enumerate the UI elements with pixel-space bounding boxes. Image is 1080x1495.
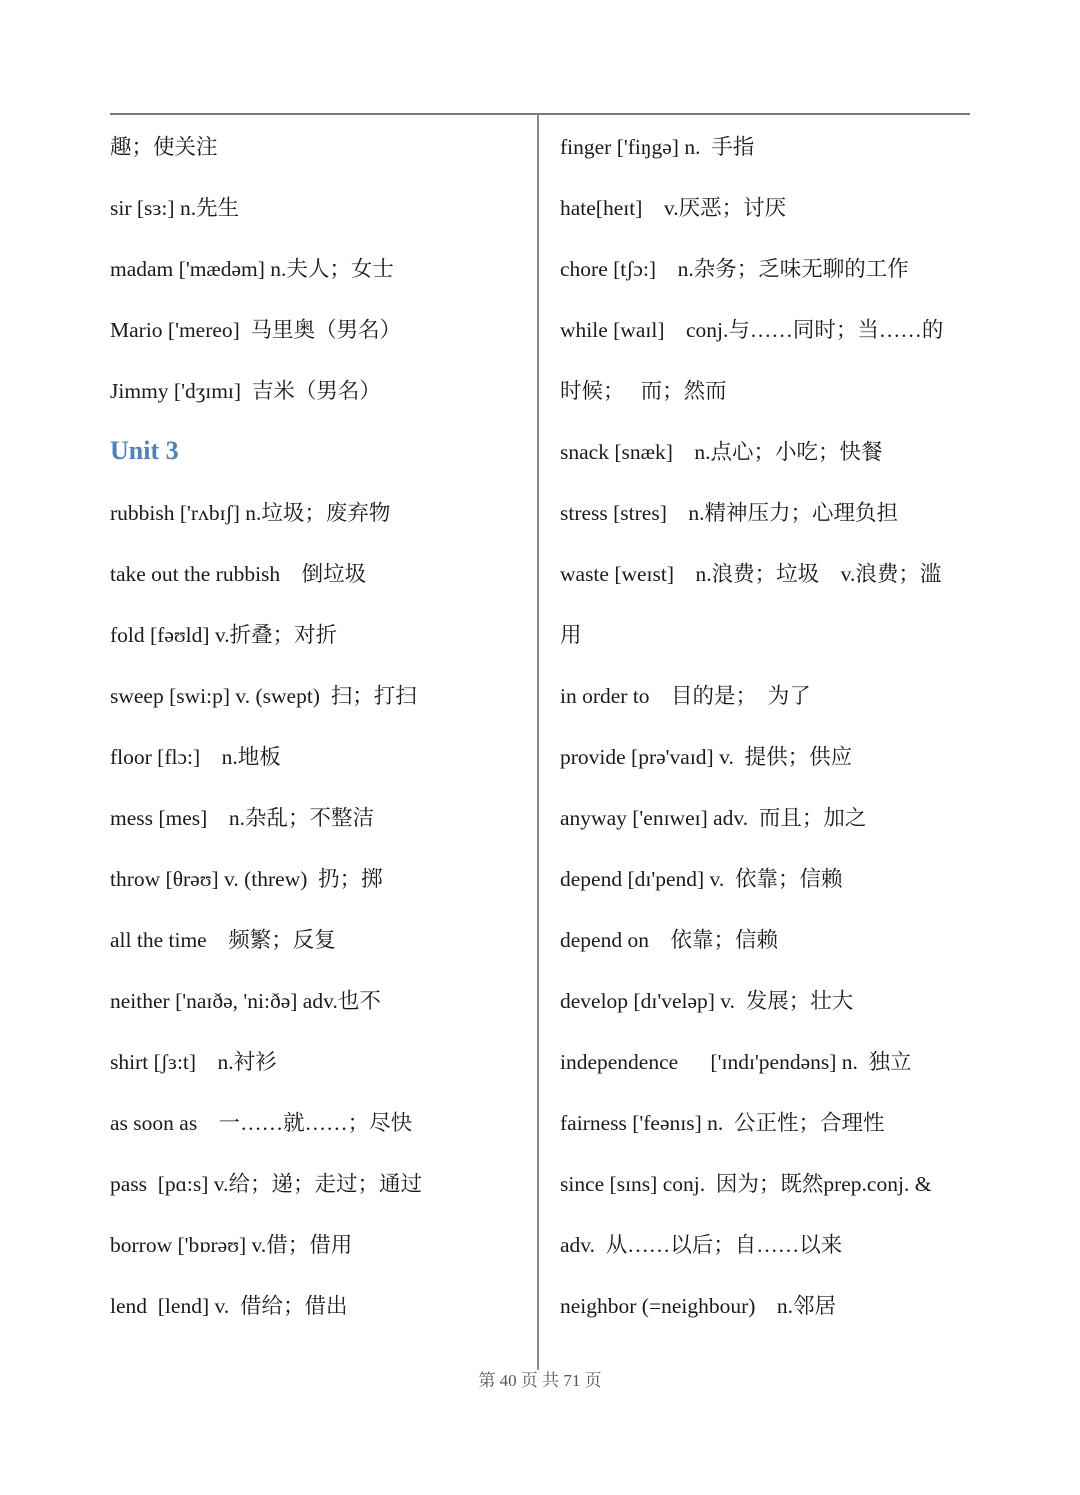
vocab-entry: shirt [ʃɜ:t] n.衬衫 <box>110 1050 277 1074</box>
vocab-entry: hate[heɪt] v.厌恶；讨厌 <box>560 196 787 220</box>
vocab-entry: fairness ['feənɪs] n. 公正性；合理性 <box>560 1111 885 1135</box>
vocab-entry: fold [fəʊld] v.折叠；对折 <box>110 623 338 647</box>
page-number-footer: 第 40 页 共 71 页 <box>478 1371 602 1390</box>
vocab-entry: Jimmy ['dʒɪmɪ] 吉米（男名） <box>110 379 381 403</box>
vocab-entry: chore [tʃɔ:] n.杂务；乏味无聊的工作 <box>560 257 909 281</box>
vocab-entry: depend on 依靠；信赖 <box>560 928 778 952</box>
vocab-entry: while [waɪl] conj.与……同时；当……的 <box>560 318 944 342</box>
vocab-entry: sweep [swi:p] v. (swept) 扫；打扫 <box>110 684 417 708</box>
vocab-entry: madam ['mædəm] n.夫人；女士 <box>110 257 394 281</box>
vocab-entry-continuation: 用 <box>560 623 582 647</box>
vocab-entry: provide [prə'vaɪd] v. 提供；供应 <box>560 745 853 769</box>
vocab-entry: stress [stres] n.精神压力；心理负担 <box>560 501 899 525</box>
vocab-entry: waste [weɪst] n.浪费；垃圾 v.浪费；滥 <box>560 562 942 586</box>
vocab-entry-continuation: 时候； 而；然而 <box>560 379 727 403</box>
vocab-entry: anyway ['enɪweɪ] adv. 而且；加之 <box>560 806 867 830</box>
vocab-entry: neither ['naɪðə, 'ni:ðə] adv.也不 <box>110 989 381 1013</box>
vocab-entry: borrow ['bɒrəʊ] v.借；借用 <box>110 1233 353 1257</box>
vocab-entry: develop [dɪ'veləp] v. 发展；壮大 <box>560 989 854 1013</box>
vocab-entry: independence ['ɪndɪ'pendəns] n. 独立 <box>560 1050 912 1074</box>
vocab-entry: mess [mes] n.杂乱；不整洁 <box>110 806 374 830</box>
vocab-entry: 趣；使关注 <box>110 135 218 159</box>
vocab-entry: throw [θrəʊ] v. (threw) 扔；掷 <box>110 867 383 891</box>
vocab-entry: Mario ['mereo] 马里奥（男名） <box>110 318 402 342</box>
vocab-entry: since [sɪns] conj. 因为；既然prep.conj. & <box>560 1172 932 1196</box>
section-heading-unit-3: Unit 3 <box>110 436 179 465</box>
vocab-entry: take out the rubbish 倒垃圾 <box>110 562 367 586</box>
vocab-entry: neighbor (=neighbour) n.邻居 <box>560 1294 837 1318</box>
vocab-entry: in order to 目的是； 为了 <box>560 684 811 708</box>
vocab-entry: lend [lend] v. 借给；借出 <box>110 1294 348 1318</box>
vocab-entry: sir [sɜ:] n.先生 <box>110 196 240 220</box>
header-rule <box>110 113 970 115</box>
vocab-entry: all the time 频繁；反复 <box>110 928 336 952</box>
vocab-entry: rubbish ['rʌbɪʃ] n.垃圾；废弃物 <box>110 501 391 525</box>
vocab-entry: as soon as 一……就……；尽快 <box>110 1111 413 1135</box>
vocab-entry: snack [snæk] n.点心；小吃；快餐 <box>560 440 883 464</box>
vocab-entry: finger ['fiŋgə] n. 手指 <box>560 135 755 159</box>
vocab-entry: depend [dɪ'pend] v. 依靠；信赖 <box>560 867 843 891</box>
column-divider <box>537 114 539 1370</box>
vocab-entry: pass [pɑ:s] v.给；递；走过；通过 <box>110 1172 423 1196</box>
vocab-entry: floor [flɔ:] n.地板 <box>110 745 281 769</box>
vocab-entry-continuation: adv. 从……以后；自……以来 <box>560 1233 843 1257</box>
